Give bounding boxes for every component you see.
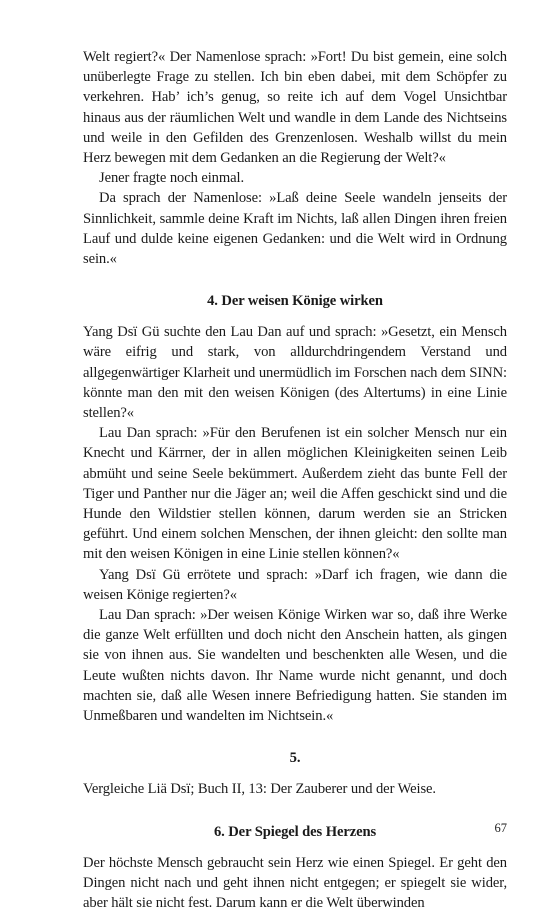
paragraph: Jener fragte noch einmal. bbox=[83, 168, 507, 188]
page-number: 67 bbox=[495, 821, 508, 836]
section-heading: 5. bbox=[83, 748, 507, 768]
section-heading: 6. Der Spiegel des Herzens bbox=[83, 822, 507, 842]
paragraph: Da sprach der Namenlose: »Laß deine Seele wandeln jenseits der Sinnlichkeit, sammle deine Kraft im Nichts, laß allen Dingen ihren freien Lauf und dulde keine eigenen Gedanken: und die Welt wird in Ordnung sein.« bbox=[83, 188, 507, 269]
paragraph: Yang Dsï Gü suchte den Lau Dan auf und sprach: »Gesetzt, ein Mensch wäre eifrig und stark, von alldurchdringendem Verstand und allgegenwärtiger Klarheit und unermüdlich im Forschen nach dem SINN: könnte man den mit den weisen Königen (des Altertums) in eine Linie stellen?« bbox=[83, 322, 507, 423]
paragraph: Yang Dsï Gü errötete und sprach: »Darf ich fragen, wie dann die weisen Könige regierten?« bbox=[83, 565, 507, 605]
paragraph: Der höchste Mensch gebraucht sein Herz wie einen Spiegel. Er geht den Dingen nicht nach und geht ihnen nicht entgegen; er spiegelt sie wider, aber hält sie nicht fest. Darum kann er die Welt überwinden bbox=[83, 853, 507, 913]
paragraph: Lau Dan sprach: »Der weisen Könige Wirken war so, daß ihre Werke die ganze Welt erfüllten und doch nicht den Anschein hatten, als gingen sie von ihnen aus. Sie wandelten und beschenkten alle Wesen, und die Leute wußten nichts davon. Ihr Name wurde nicht genannt, und doch machten sie, daß alle Wesen innere Befriedigung hatten. Sie standen im Unmeßbaren und wandelten im Nichtsein.« bbox=[83, 605, 507, 726]
section-heading: 4. Der weisen Könige wirken bbox=[83, 291, 507, 311]
paragraph: Vergleiche Liä Dsï; Buch II, 13: Der Zauberer und der Weise. bbox=[83, 779, 507, 799]
paragraph: Lau Dan sprach: »Für den Berufenen ist ein solcher Mensch nur ein Knecht und Kärrner, der in allen möglichen Kleinigkeiten seinen Leib abmüht und seine Seele bekümmert. Außerdem zieht das bunte Fell der Tiger und Panther nur die Jäger an; weil die Affen geschickt sind und die Hunde den Wildstier stellen können, darum werden sie an Stricken geführt. Und einem solchen Menschen, der ihnen gleicht: den sollte man mit den weisen Königen in eine Linie stellen können?« bbox=[83, 423, 507, 564]
book-page bbox=[83, 47, 507, 913]
paragraph: Welt regiert?« Der Namenlose sprach: »Fort! Du bist gemein, eine solch unüberlegte Frage zu stellen. Ich bin eben dabei, mit dem Schöpfer zu verkehren. Hab’ ich’s genug, so reite ich auf dem Vogel Unsichtbar hinaus aus der räumlichen Welt und wandle in dem Lande des Nichtseins und weile in den Gefilden des Grenzenlosen. Weshalb willst du mein Herz bewegen mit dem Gedanken an die Regierung der Welt?« bbox=[83, 47, 507, 168]
